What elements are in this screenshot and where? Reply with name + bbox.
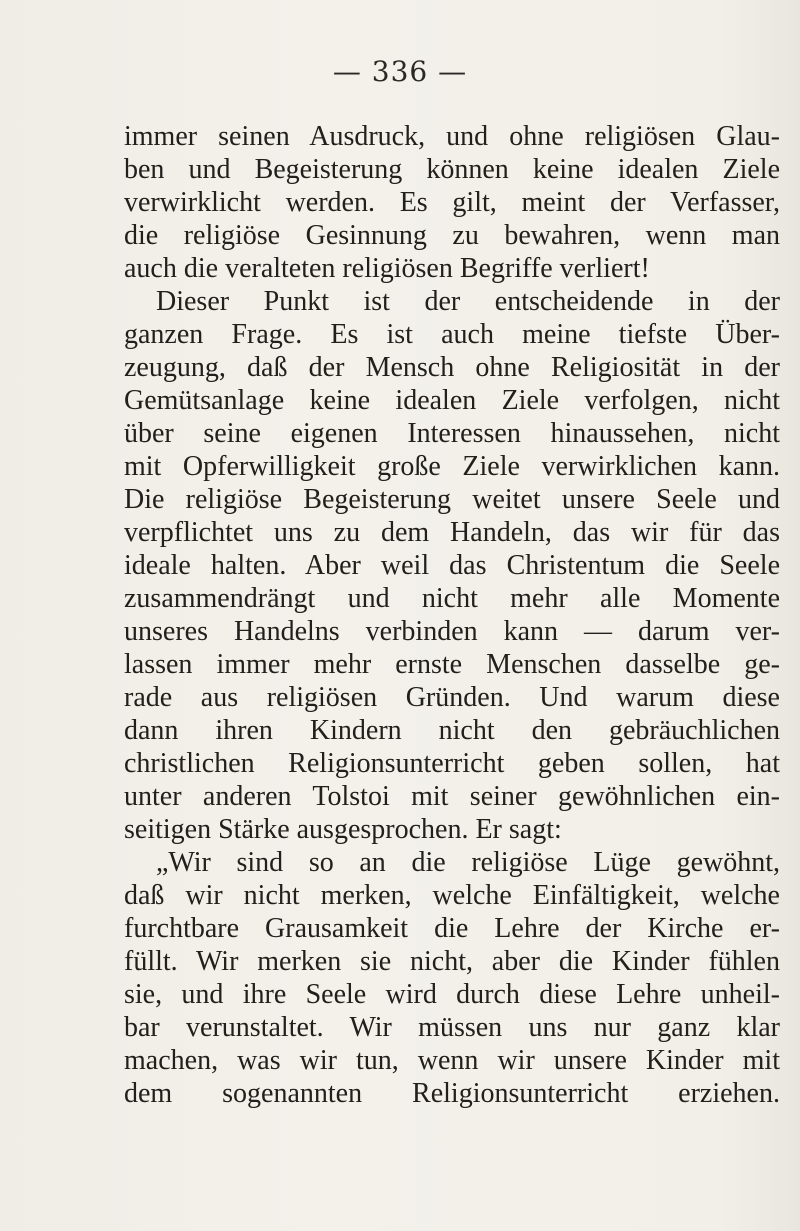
text-line: ganzen Frage. Es ist auch meine tiefste Über- <box>124 319 780 350</box>
text-line: zeugung, daß der Mensch ohne Religiosität in der <box>124 352 780 383</box>
text-line: mit Opferwilligkeit große Ziele verwirklichen kann. <box>124 451 780 482</box>
text-line: furchtbare Grausamkeit die Lehre der Kirche er- <box>124 913 780 944</box>
text-line: Gemütsanlage keine idealen Ziele verfolgen, nicht <box>124 385 780 416</box>
body-text <box>124 120 780 1110</box>
text-line: christlichen Religionsunterricht geben sollen, hat <box>124 748 780 779</box>
text-line: seitigen Stärke ausgesprochen. Er sagt: <box>124 814 562 845</box>
text-line: die religiöse Gesinnung zu bewahren, wenn man <box>124 220 780 251</box>
text-line: dem sogenannten Religionsunterricht erziehen. <box>124 1078 780 1109</box>
text-line: auch die veralteten religiösen Begriffe verliert! <box>124 253 650 284</box>
text-line: ben und Begeisterung können keine idealen Ziele <box>124 154 780 185</box>
page-number: — 336 — <box>332 55 468 88</box>
text-line: „Wir sind so an die religiöse Lüge gewöhnt, <box>156 847 780 878</box>
text-line: machen, was wir tun, wenn wir unsere Kinder mit <box>124 1045 780 1076</box>
text-line: Die religiöse Begeisterung weitet unsere Seele und <box>124 484 780 515</box>
text-line: daß wir nicht merken, welche Einfältigkeit, welche <box>124 880 780 911</box>
text-line: unter anderen Tolstoi mit seiner gewöhnlichen ein- <box>124 781 780 812</box>
text-line: sie, und ihre Seele wird durch diese Lehre unheil- <box>124 979 780 1010</box>
text-line: ideale halten. Aber weil das Christentum die Seele <box>124 550 780 581</box>
text-line: lassen immer mehr ernste Menschen dasselbe ge- <box>124 649 780 680</box>
text-line: dann ihren Kindern nicht den gebräuchlichen <box>124 715 780 746</box>
text-line: zusammendrängt und nicht mehr alle Momente <box>124 583 780 614</box>
text-line: füllt. Wir merken sie nicht, aber die Kinder fühlen <box>124 946 780 977</box>
text-line: bar verunstaltet. Wir müssen uns nur ganz klar <box>124 1012 780 1043</box>
text-line: verwirklicht werden. Es gilt, meint der Verfasser, <box>124 187 780 218</box>
text-line: unseres Handelns verbinden kann — darum ver- <box>124 616 780 647</box>
text-line: verpflichtet uns zu dem Handeln, das wir für das <box>124 517 780 548</box>
text-line: rade aus religiösen Gründen. Und warum diese <box>124 682 780 713</box>
text-line: Dieser Punkt ist der entscheidende in der <box>156 286 780 317</box>
text-line: über seine eigenen Interessen hinaussehen, nicht <box>124 418 780 449</box>
text-line: immer seinen Ausdruck, und ohne religiösen Glau- <box>124 121 780 152</box>
